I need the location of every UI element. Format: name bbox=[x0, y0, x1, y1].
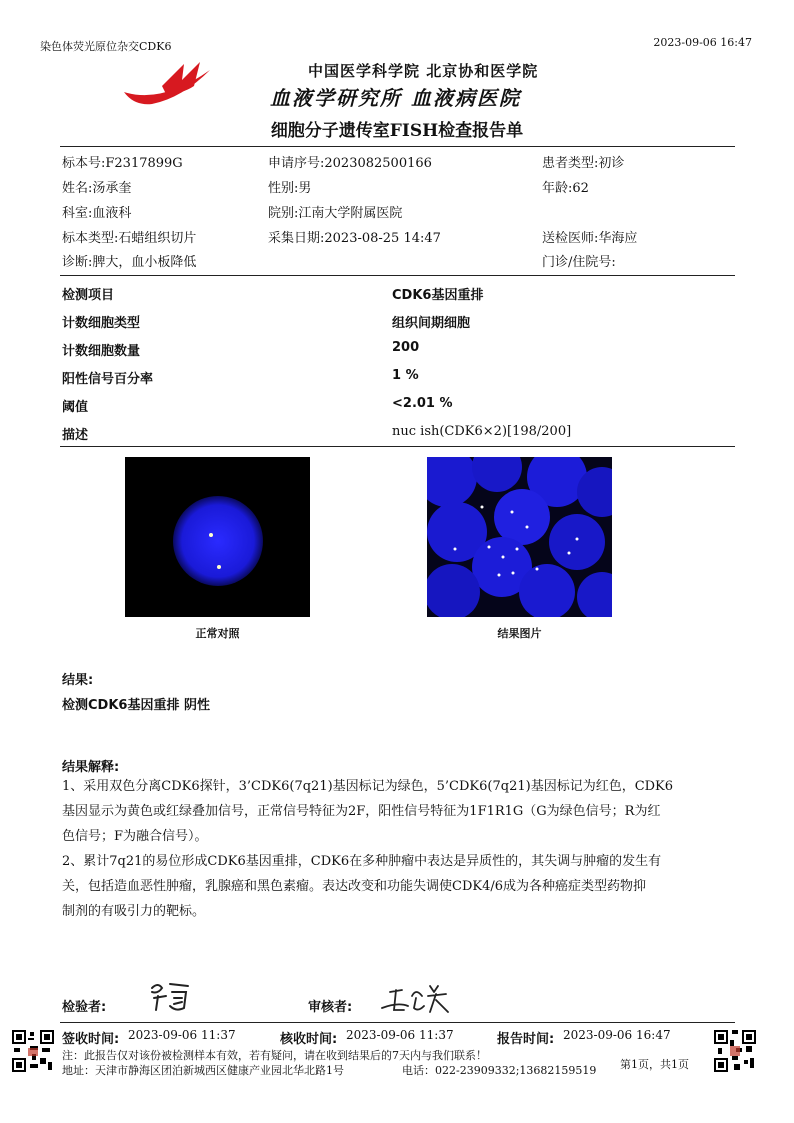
result-image bbox=[427, 457, 612, 617]
conclusion-heading: 结果: bbox=[62, 673, 94, 688]
interpretation-heading: 结果解释: bbox=[62, 760, 120, 775]
row-value-cell-type: 组织间期细胞 bbox=[392, 316, 471, 331]
interpretation-text bbox=[62, 774, 702, 924]
row-value-threshold: <2.01 % bbox=[392, 396, 453, 411]
interpretation-line: 基因显示为黄色或红绿叠加信号，正常信号特征为2F，阳性信号特征为1F1R1G（G为绿色信号；R为红 bbox=[62, 804, 661, 819]
interpretation-line: 制剂的有吸引力的靶标。 bbox=[62, 904, 206, 919]
interpretation-line: 2、累计7q21的易位形成CDK6基因重排，CDK6在多种肿瘤中表达是异质性的，其失调与肿瘤的发生有 bbox=[62, 854, 662, 869]
department: 科室:血液科 bbox=[62, 206, 132, 221]
patient-age: 年龄:62 bbox=[542, 181, 589, 196]
row-value-description: nuc ish(CDK6×2)[198/200] bbox=[392, 424, 572, 439]
row-label-cell-type: 计数细胞类型 bbox=[62, 316, 141, 331]
footer-note: 注：此报告仅对该份被检测样本有效，若有疑问，请在收到结果后的7天内与我们联系！ bbox=[62, 1049, 487, 1062]
patient-sex: 性别:男 bbox=[268, 181, 312, 196]
conclusion-text: 检测CDK6基因重排 阴性 bbox=[62, 698, 210, 713]
interpretation-line: 1、采用双色分离CDK6探针，3’CDK6(7q21)基因标记为绿色，5’CDK6(7q21)基因标记为红色，CDK6 bbox=[62, 779, 674, 794]
normal-control-caption: 正常对照 bbox=[195, 627, 240, 640]
page-number: 第1页，共1页 bbox=[620, 1058, 689, 1071]
footer-address: 地址：天津市静海区团泊新城西区健康产业园北华北路1号 bbox=[62, 1064, 344, 1077]
diagnosis: 诊断:脾大，血小板降低 bbox=[62, 255, 197, 270]
row-label-test-item: 检测项目 bbox=[62, 288, 115, 303]
report-time-label: 报告时间: bbox=[497, 1032, 555, 1047]
patient-type: 患者类型:初诊 bbox=[542, 156, 625, 171]
qr-code-right-icon bbox=[714, 1030, 756, 1072]
institution-line-1: 中国医学科学院 北京协和医学院 bbox=[308, 62, 539, 80]
footer-phone: 电话：022-23909332;13682159519 bbox=[402, 1064, 597, 1077]
divider bbox=[60, 1022, 735, 1023]
row-label-positive-rate: 阳性信号百分率 bbox=[62, 372, 154, 387]
qr-code-left-icon bbox=[12, 1030, 54, 1072]
report-title: 细胞分子遗传室FISH检查报告单 bbox=[270, 121, 524, 141]
review-time-value: 2023-09-06 11:37 bbox=[346, 1028, 454, 1042]
reviewer-signature-icon bbox=[378, 982, 454, 1016]
sign-time-label: 签收时间: bbox=[62, 1032, 120, 1047]
tester-signature-icon bbox=[148, 980, 194, 1014]
specimen-type: 标本类型:石蜡组织切片 bbox=[62, 231, 197, 246]
clinic-number: 门诊/住院号: bbox=[542, 255, 616, 270]
collection-date: 采集日期:2023-08-25 14:47 bbox=[268, 231, 441, 246]
row-label-description: 描述 bbox=[62, 428, 89, 443]
specimen-number: 标本号:F2317899G bbox=[62, 156, 183, 171]
print-timestamp: 2023-09-06 16:47 bbox=[653, 36, 752, 49]
request-number: 申请序号:2023082500166 bbox=[268, 156, 432, 171]
review-time-label: 核收时间: bbox=[280, 1032, 338, 1047]
result-image-caption: 结果图片 bbox=[497, 627, 542, 640]
reviewer-label: 审核者: bbox=[308, 1000, 353, 1015]
report-type-header: 染色体荧光原位杂交CDK6 bbox=[40, 40, 172, 53]
row-label-cell-count: 计数细胞数量 bbox=[62, 344, 141, 359]
interpretation-line: 色信号；F为融合信号）。 bbox=[62, 829, 208, 844]
row-value-test-item: CDK6基因重排 bbox=[392, 288, 484, 303]
referring-doctor: 送检医师:华海应 bbox=[542, 231, 638, 246]
hospital-branch: 院别:江南大学附属医院 bbox=[268, 206, 403, 221]
divider bbox=[60, 146, 735, 147]
row-value-positive-rate: 1 % bbox=[392, 368, 419, 383]
patient-name: 姓名:汤承奎 bbox=[62, 181, 132, 196]
sign-time-value: 2023-09-06 11:37 bbox=[128, 1028, 236, 1042]
row-value-cell-count: 200 bbox=[392, 340, 420, 355]
institution-line-2: 血液学研究所 血液病医院 bbox=[270, 86, 521, 110]
divider bbox=[60, 446, 735, 447]
hospital-logo-icon bbox=[122, 60, 222, 110]
row-label-threshold: 阈值 bbox=[62, 400, 89, 415]
tester-label: 检验者: bbox=[62, 1000, 107, 1015]
normal-control-image bbox=[125, 457, 310, 617]
report-time-value: 2023-09-06 16:47 bbox=[563, 1028, 671, 1042]
interpretation-line: 关，包括造血恶性肿瘤，乳腺癌和黑色素瘤。表达改变和功能失调使CDK4/6成为各种癌症类型药物抑 bbox=[62, 879, 647, 894]
divider bbox=[60, 275, 735, 276]
